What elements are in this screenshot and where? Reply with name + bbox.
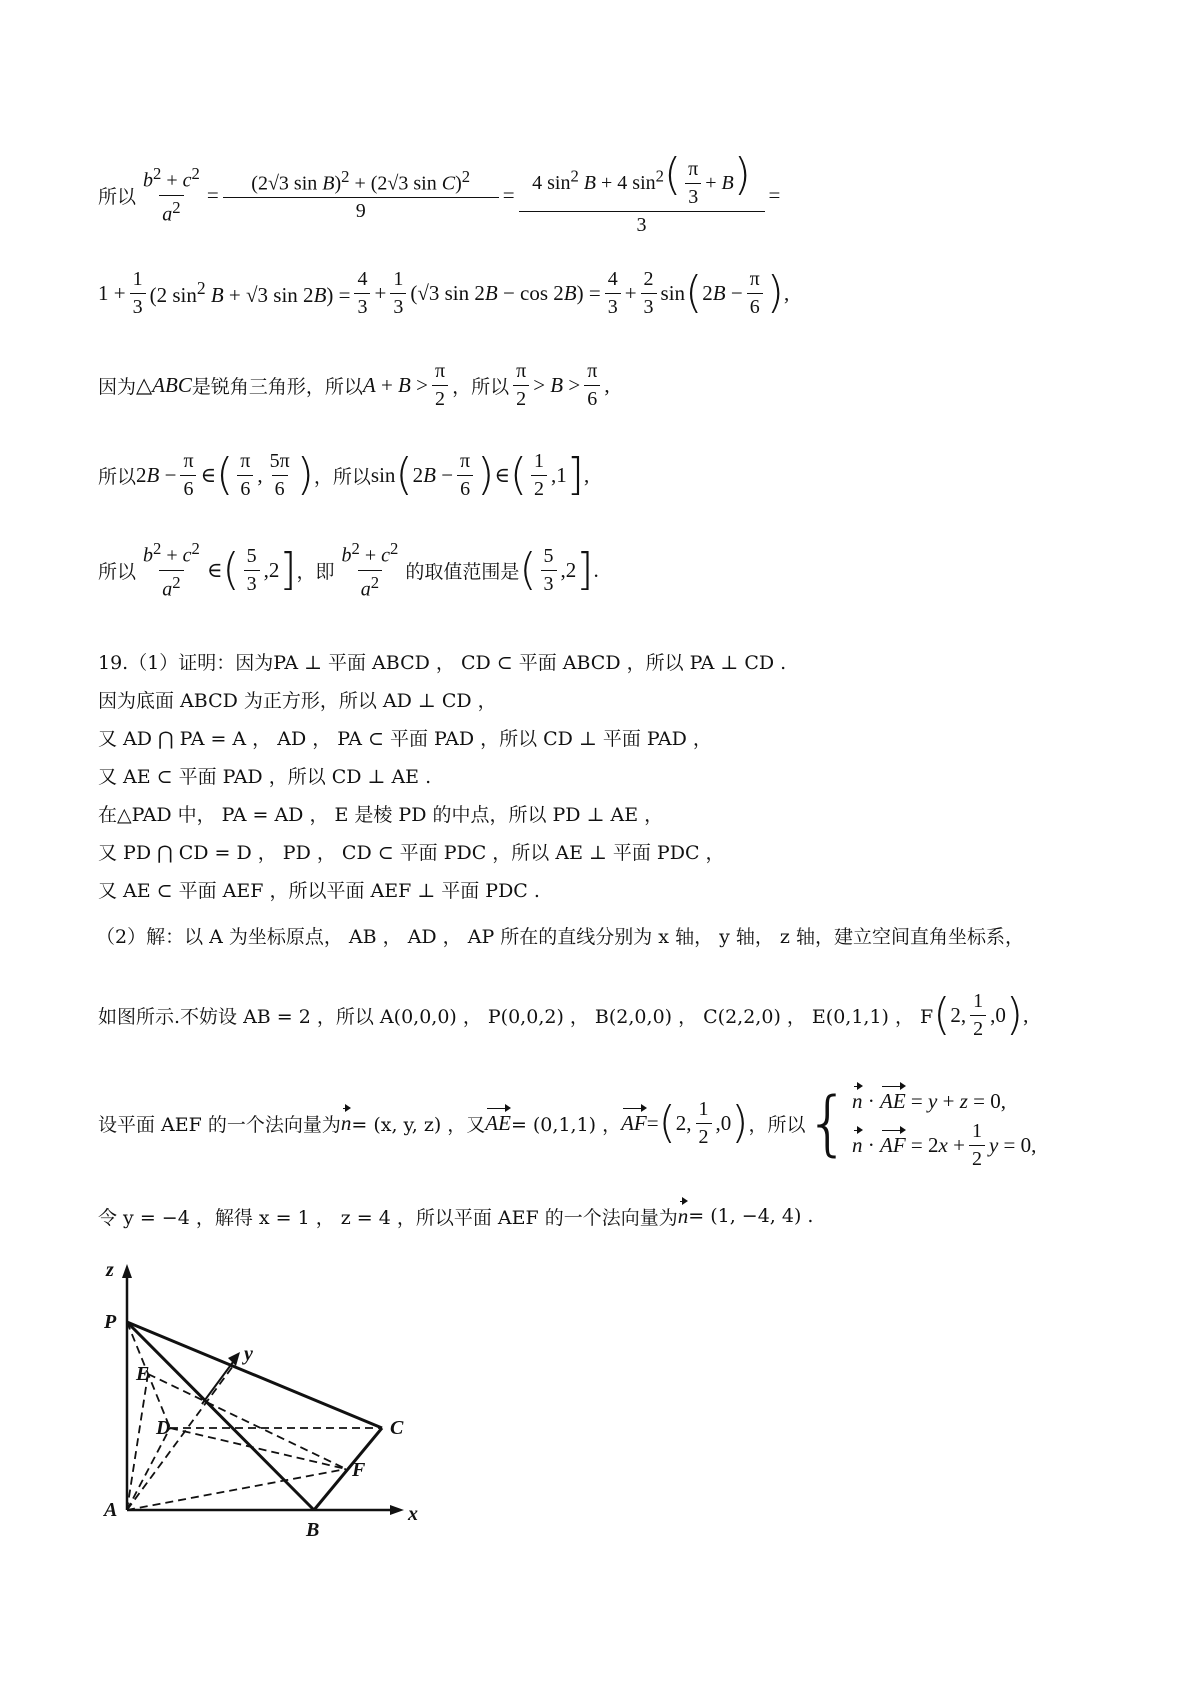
solution-line-3: 设平面 AEF 的一个法向量为 n = (x, y, z) ，又 AE = (0,1,1) ， AF = ( 2, $\frac{1}{2}$ ,0 ) ，所以 { n · AE = y + z = 0, n · AF = 2x + $\frac{1}{2}$ y = 0, [98, 1082, 1037, 1170]
proof-line-1: 19.（1）证明：因为PA ⊥ 平面 ABCD ， CD ⊂ 平面 ABCD ，所以 PA ⊥ CD . [98, 652, 787, 674]
x-arrow [390, 1505, 404, 1515]
segment-AE [127, 1374, 148, 1510]
solution-line-4: 令 y = −4 ，解得 x = 1 ， z = 4 ，所以平面 AEF 的一个法向量为 n = (1, −4, 4) . [98, 1203, 814, 1229]
equation-line-4: 所以 2B − $\frac{\pi}{6}$ ∈ ( $\frac{\pi}{6}$ , $\frac{5\pi}{6}$ ) ，所以 sin ( 2B − $\frac{\pi}{6}$ ) ∈ ( $\frac{1}{2}$ ,1 ] , [98, 449, 590, 500]
edge-PB [127, 1322, 314, 1510]
label-F: F [352, 1459, 366, 1481]
label-A: A [104, 1499, 118, 1521]
solution-line-1: （2）解：以 A 为坐标原点， AB ， AD ， AP 所在的直线分别为 x 轴， y 轴， z 轴，建立空间直角坐标系， [96, 926, 1024, 948]
equation-line-3: 因为 △ABC 是锐角三角形，所以 A + B > $\frac{\pi}{2}$ ，所以 $\frac{\pi}{2}$ > B > $\frac{\pi}{6}$ , [98, 359, 610, 410]
label-D: D [156, 1417, 171, 1439]
fraction: $\frac{b^2 + c^2}{a^2}$ [143, 163, 200, 226]
proof-line-7: 又 AE ⊂ 平面 AEF ，所以平面 AEF ⊥ 平面 PDC . [98, 880, 540, 902]
edge-BC [314, 1428, 382, 1510]
proof-line-2: 因为底面 ABCD 为正方形，所以 AD ⊥ CD ， [98, 690, 497, 712]
equation-line-2: 1 + $\frac{1}{3}$ (2 $\sin^2 B + √3$ sin 2B) = $\frac{4}{3}$ + $\frac{1}{3}$ (√3 sin 2B − cos 2B) = $\frac{4}{3}$ + $\frac{2}{3}$ sin ( 2B − $\frac{\pi}{6}$ ) , [98, 267, 790, 318]
proof-line-3: 又 AD ⋂ PA = A ， AD ， PA ⊂ 平面 PAD ，所以 CD ⊥ 平面 PAD ， [98, 728, 712, 750]
label-C: C [390, 1417, 404, 1439]
label-y: y [244, 1343, 253, 1365]
label-z: z [106, 1262, 114, 1281]
fraction: 4 $\sin^2 B + 4$ $\sin^2$( $\frac{\pi}{3}$ + B) 3 [519, 153, 765, 238]
equation-line-1: 所以 $\frac{b^2 + c^2}{a^2}$ = $\frac{(2√3 \sin B)^2 + (2√3 \sin C)^2}{9}$ = 4 $\sin^2 B + 4$ $\sin^2$( $\frac{\pi}{3}$ + B) 3 = [98, 148, 781, 237]
label-E: E [136, 1363, 150, 1385]
segment-AF [127, 1469, 346, 1510]
label-B: B [306, 1519, 320, 1541]
label-x: x [408, 1503, 418, 1525]
segment-EF [148, 1374, 346, 1469]
z-arrow [122, 1264, 132, 1278]
equation-line-5: 所以 $\frac{b^2 + c^2}{a^2}$ ∈ ( $\frac{5}{3}$ ,2 ] ，即 $\frac{b^2 + c^2}{a^2}$ 的取值范围是 ( $\frac{5}{3}$ ,2 ] . [98, 538, 599, 601]
edge-PC [127, 1322, 382, 1428]
pyramid-figure [100, 1262, 430, 1562]
proof-line-4: 又 AE ⊂ 平面 PAD ，所以 CD ⊥ AE . [98, 766, 432, 788]
label-P: P [104, 1311, 117, 1333]
segment-DF [170, 1428, 346, 1469]
proof-line-5: 在△PAD 中， PA = AD ， E 是棱 PD 的中点，所以 PD ⊥ AE ， [98, 804, 664, 826]
solution-line-2: 如图所示.不妨设 AB = 2 ，所以 A(0,0,0) ， P(0,0,2) ， B(2,0,0) ， C(2,2,0) ， E(0,1,1) ， F ( 2, $\frac{1}{2}$ ,0 ) , [98, 989, 1029, 1040]
proof-line-6: 又 PD ⋂ CD = D ， PD ， CD ⊂ 平面 PDC ，所以 AE ⊥ 平面 PDC ， [98, 842, 725, 864]
fraction: $\frac{(2√3 \sin B)^2 + (2√3 \sin C)^2}{9}$ [223, 167, 499, 224]
